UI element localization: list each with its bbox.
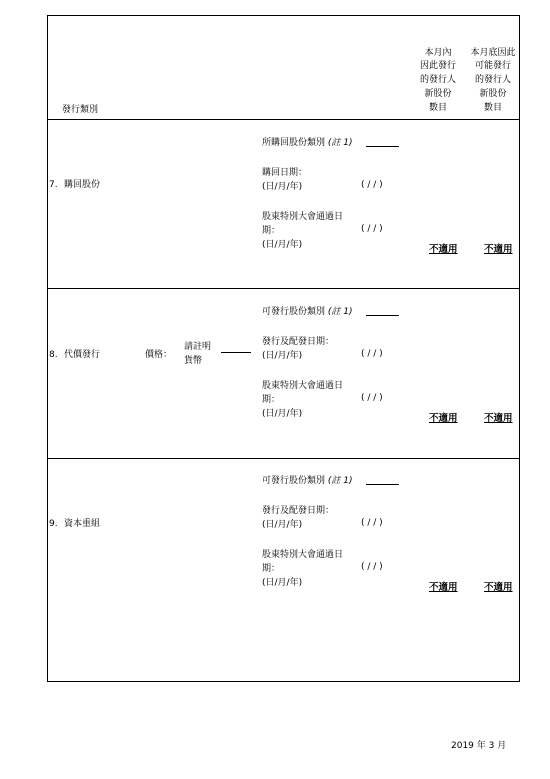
not-applicable-month: 不適用: [429, 413, 458, 424]
date-format-label: (日/月/年): [262, 520, 303, 530]
class-blank-line: [366, 146, 399, 147]
egm-label: 期：: [262, 395, 281, 405]
currency-label: 貨幣: [184, 356, 203, 366]
date-label: 購回日期：: [262, 168, 308, 178]
date-format-label: (日/月/年): [262, 182, 303, 192]
not-applicable-month: 不適用: [429, 244, 458, 255]
issue-type-header: 發行類別: [62, 105, 99, 115]
currency-label: 請註明: [184, 342, 212, 352]
price-blank-line: [221, 352, 251, 353]
row-number: 9.: [49, 519, 58, 529]
row-number: 8.: [49, 350, 58, 360]
egm-date-value: ( / / ): [361, 562, 383, 572]
egm-label: 股東特別大會通過日: [262, 381, 344, 391]
date-value: ( / / ): [361, 518, 383, 528]
row-title: 購回股份: [64, 180, 101, 190]
note-ref: (註 1): [327, 476, 353, 486]
egm-date-format-label: (日/月/年): [262, 240, 303, 250]
date-label: 發行及配發日期：: [262, 337, 335, 347]
footer-date: 2019 年 3 月: [451, 741, 507, 751]
egm-date-format-label: (日/月/年): [262, 578, 303, 588]
egm-label: 期：: [262, 564, 281, 574]
egm-label: 期：: [262, 226, 281, 236]
not-applicable-month-end: 不適用: [484, 413, 513, 424]
not-applicable-month: 不適用: [429, 582, 458, 593]
row-title: 資本重組: [64, 519, 101, 529]
date-label: 發行及配發日期：: [262, 506, 335, 516]
row-title: 代價發行: [64, 350, 101, 360]
egm-label: 股東特別大會通過日: [262, 550, 344, 560]
class-blank-line: [366, 484, 399, 485]
date-value: ( / / ): [361, 349, 383, 359]
not-applicable-month-end: 不適用: [484, 244, 513, 255]
date-value: ( / / ): [361, 180, 383, 190]
class-blank-line: [366, 315, 399, 316]
note-ref: (註 1): [327, 307, 353, 317]
row-number: 7.: [49, 180, 58, 190]
egm-label: 股東特別大會通過日: [262, 212, 344, 222]
egm-date-value: ( / / ): [361, 224, 383, 234]
class-label: 可發行股份類別 (註 1): [262, 476, 353, 486]
date-format-label: (日/月/年): [262, 351, 303, 361]
egm-date-value: ( / / ): [361, 393, 383, 403]
row-divider: [47, 458, 520, 459]
not-applicable-month-end: 不適用: [484, 582, 513, 593]
price-label: 價格：: [145, 350, 173, 360]
egm-date-format-label: (日/月/年): [262, 409, 303, 419]
row-divider: [47, 119, 520, 120]
class-label: 所購回股份類別 (註 1): [262, 138, 353, 148]
class-label: 可發行股份類別 (註 1): [262, 307, 353, 317]
row-divider: [47, 288, 520, 289]
note-ref: (註 1): [327, 138, 353, 148]
